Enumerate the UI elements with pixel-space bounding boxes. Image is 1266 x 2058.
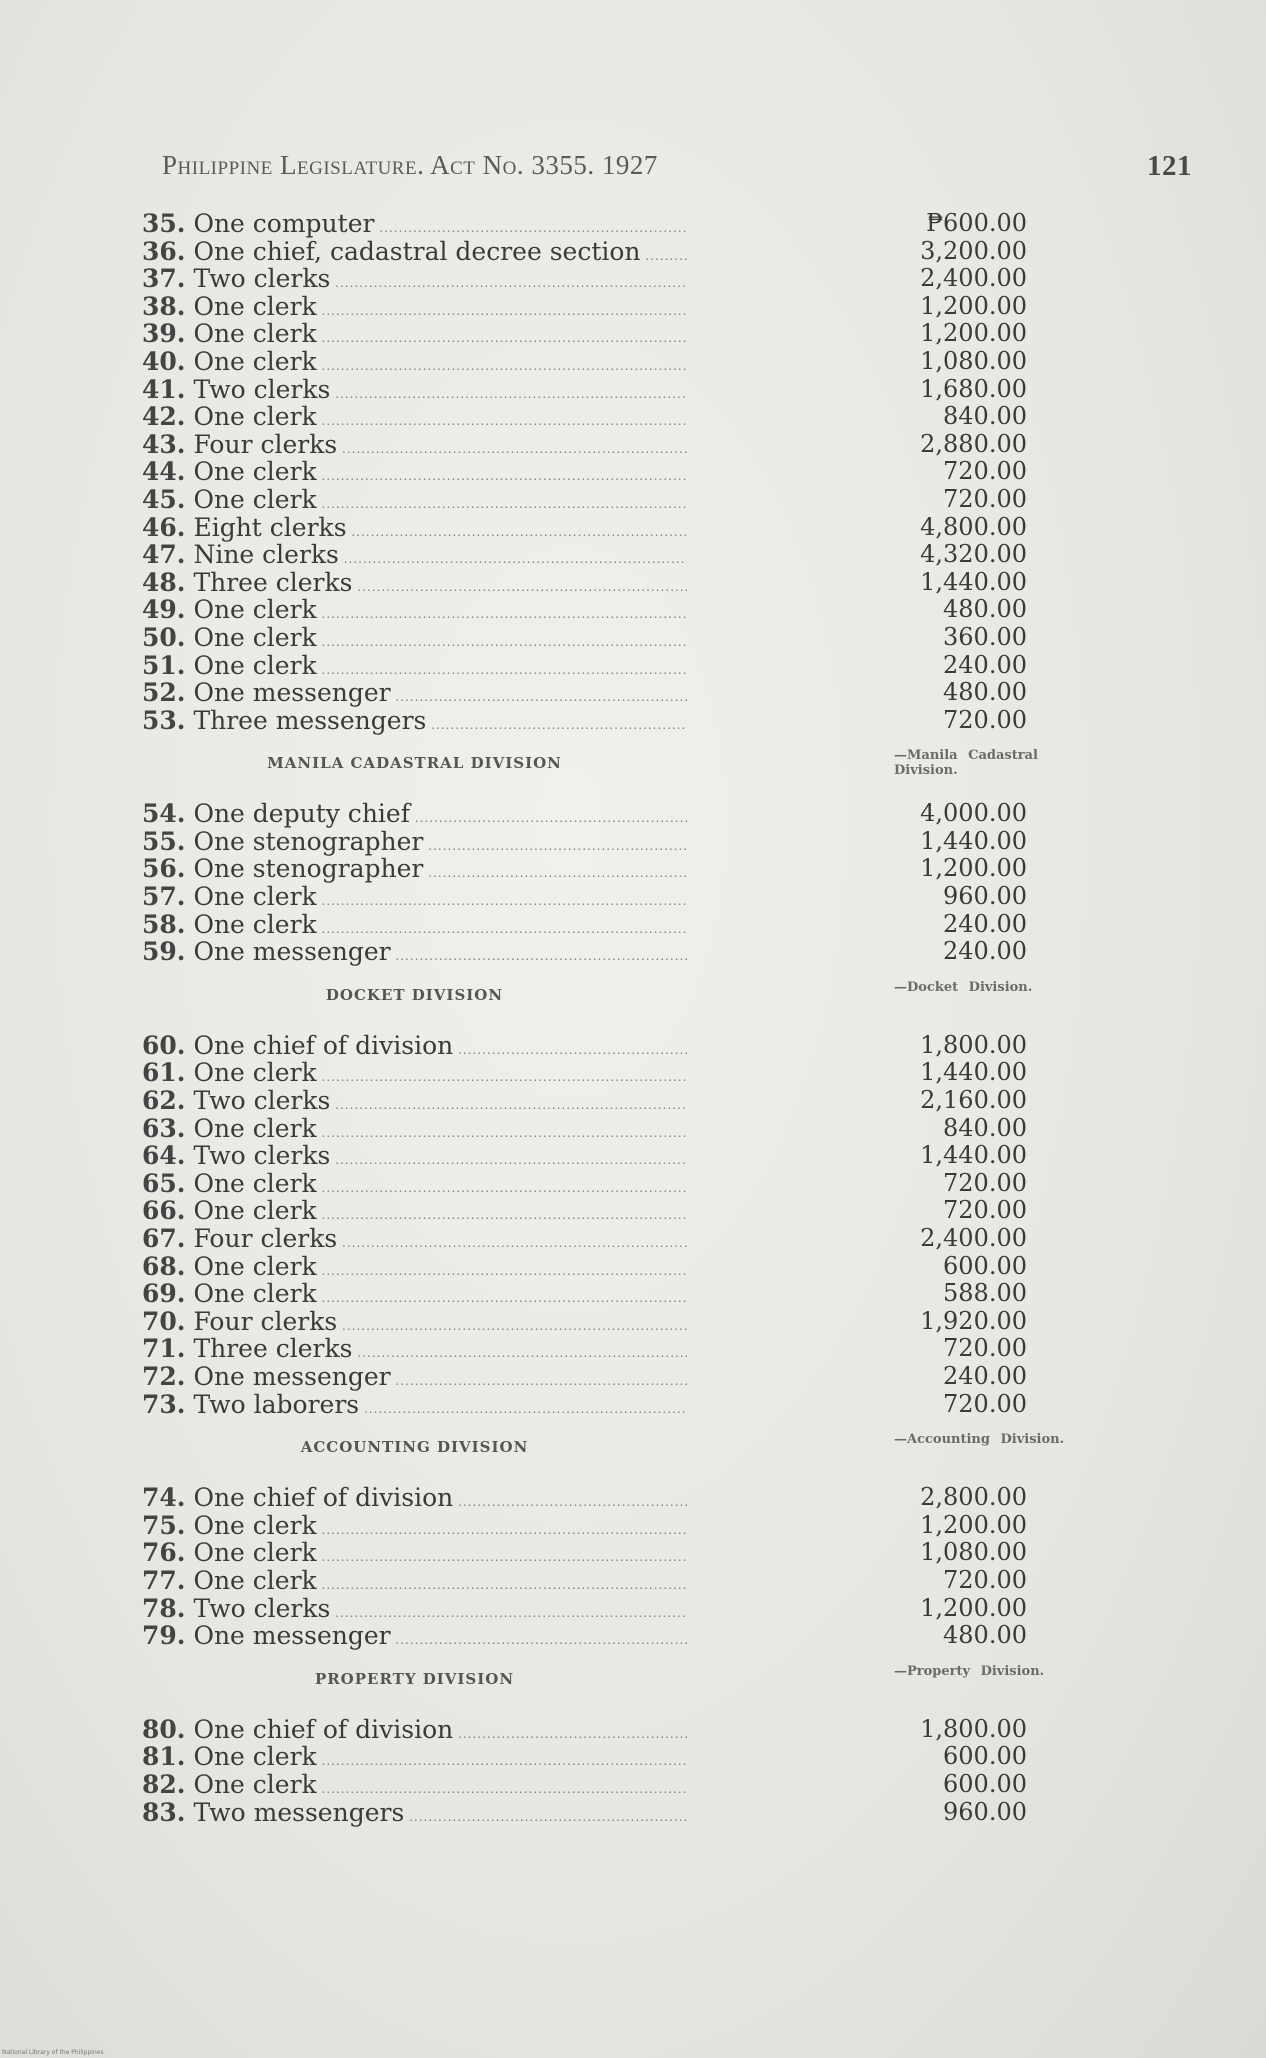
- line-item: [142, 938, 1142, 966]
- line-item-amount: 2,400.00: [920, 1224, 1027, 1252]
- line-item-number: 60.: [142, 1031, 186, 1060]
- line-item-number: 64.: [142, 1142, 186, 1171]
- division-title: DOCKET DIVISION: [325, 985, 504, 1004]
- line-item-number: 73.: [142, 1390, 186, 1419]
- margin-note: —Docket Division.: [894, 979, 1033, 995]
- line-item-description: Two messengers: [193, 1798, 405, 1827]
- line-item-number: 48.: [142, 568, 186, 597]
- line-item-amount: 960.00: [943, 1797, 1027, 1826]
- line-item: [142, 1539, 1142, 1567]
- line-item-number: 62.: [142, 1087, 186, 1116]
- line-item-amount: 1,200.00: [920, 291, 1027, 320]
- line-item-description: One clerk: [193, 1511, 317, 1540]
- line-item-description: One chief of division: [193, 1031, 454, 1060]
- line-item: [142, 1335, 1142, 1363]
- line-item: [142, 1197, 1142, 1225]
- line-item-amount: 2,160.00: [920, 1086, 1027, 1115]
- line-item-description: One chief of division: [193, 1715, 454, 1744]
- line-item-description-wrap: [142, 1799, 687, 1832]
- margin-note: —Accounting Division.: [894, 1432, 1065, 1448]
- line-item-amount: 1,200.00: [920, 1593, 1027, 1622]
- line-item-amount: 720.00: [943, 457, 1027, 486]
- line-item-amount: 4,000.00: [920, 799, 1027, 828]
- line-item-number: 71.: [142, 1335, 186, 1364]
- line-item-description: One clerk: [193, 458, 317, 487]
- line-item: [142, 569, 1142, 597]
- line-item-description: One clerk: [193, 1280, 317, 1309]
- margin-note: —Manila Cadastral Division.: [894, 748, 1038, 779]
- line-item: [142, 376, 1142, 404]
- line-item-number: 42.: [142, 403, 186, 432]
- division-heading: [142, 966, 1142, 1032]
- line-item-number: 38.: [142, 292, 186, 321]
- line-item-amount: 1,080.00: [920, 346, 1027, 375]
- line-item-amount: 1,080.00: [920, 1538, 1027, 1567]
- line-item-description: One clerk: [193, 1539, 317, 1568]
- line-item-amount: 360.00: [943, 622, 1027, 651]
- line-item-number: 63.: [142, 1114, 186, 1143]
- line-item-description: Three clerks: [193, 568, 353, 597]
- line-item: [142, 1716, 1142, 1744]
- line-item: [142, 1595, 1142, 1623]
- line-item-description: One chief, cadastral decree section: [193, 237, 641, 266]
- line-item-description: One clerk: [193, 651, 317, 680]
- line-item-number: 50.: [142, 623, 186, 652]
- line-item-description: One clerk: [193, 910, 317, 939]
- line-item: [142, 458, 1142, 486]
- line-item-amount: 1,440.00: [920, 1141, 1027, 1170]
- line-item: [142, 1567, 1142, 1595]
- line-item: [142, 541, 1142, 569]
- line-item-amount: 240.00: [943, 1361, 1027, 1390]
- line-item-description: One clerk: [193, 596, 317, 625]
- line-item-number: 67.: [142, 1225, 186, 1253]
- line-item-amount: 720.00: [943, 1334, 1027, 1363]
- line-item-amount: 840.00: [943, 402, 1027, 431]
- line-item-amount: 1,800.00: [920, 1030, 1027, 1059]
- line-item-description: Three clerks: [193, 1335, 353, 1364]
- margin-note: —Property Division.: [894, 1663, 1045, 1679]
- line-item-amount: 1,440.00: [920, 1058, 1027, 1087]
- line-item-amount: 1,440.00: [920, 567, 1027, 596]
- line-item-description: One messenger: [193, 679, 391, 708]
- line-item-description: Two clerks: [193, 1087, 331, 1116]
- line-item: [142, 911, 1142, 939]
- line-item-description: One messenger: [193, 1362, 391, 1391]
- line-item-amount: 588.00: [943, 1279, 1027, 1308]
- line-item-number: 75.: [142, 1511, 186, 1540]
- line-item-amount: 960.00: [943, 882, 1027, 911]
- line-item-number: 69.: [142, 1280, 186, 1309]
- line-item-description: One computer: [193, 210, 375, 238]
- page-header: [162, 150, 1192, 190]
- line-item-description: Four clerks: [193, 1225, 338, 1253]
- line-item-amount: 600.00: [943, 1742, 1027, 1771]
- line-item-description: One clerk: [193, 1197, 317, 1226]
- line-item-description: One clerk: [193, 623, 317, 652]
- line-item-amount: 1,920.00: [920, 1306, 1027, 1335]
- line-item: [142, 1771, 1142, 1799]
- line-item-amount: 720.00: [943, 705, 1027, 734]
- line-item-number: 70.: [142, 1307, 186, 1336]
- line-item: [142, 1308, 1142, 1336]
- line-item-number: 53.: [142, 706, 186, 735]
- line-item-amount: 1,200.00: [920, 319, 1027, 348]
- line-item-amount: 240.00: [943, 937, 1027, 966]
- division-heading: [142, 1650, 1142, 1716]
- line-item-description: One clerk: [193, 1059, 317, 1088]
- line-item-number: 56.: [142, 855, 186, 884]
- line-item: [142, 238, 1142, 266]
- line-item-amount: 600.00: [943, 1251, 1027, 1280]
- line-item-amount: 1,680.00: [920, 374, 1027, 403]
- line-item-number: 49.: [142, 596, 186, 625]
- line-item-amount: ₱600.00: [926, 209, 1027, 237]
- line-item-amount: 2,880.00: [920, 429, 1027, 458]
- line-item: [142, 210, 1142, 238]
- running-title: Philippine Legislature. Act No. 3355. 1927: [162, 150, 658, 180]
- line-item: [142, 679, 1142, 707]
- division-heading: [142, 1418, 1142, 1484]
- line-item-number: 52.: [142, 679, 186, 708]
- line-item: [142, 883, 1142, 911]
- line-item: [142, 828, 1142, 856]
- line-item-number: 35.: [142, 210, 186, 238]
- line-item-description: Nine clerks: [193, 541, 339, 570]
- line-item: [142, 1253, 1142, 1281]
- line-item: [142, 293, 1142, 321]
- line-item-amount: 1,440.00: [920, 826, 1027, 855]
- line-item-description: One deputy chief: [193, 800, 410, 829]
- line-item-number: 59.: [142, 938, 186, 967]
- division-title: PROPERTY DIVISION: [314, 1669, 515, 1688]
- division-title: MANILA CADASTRAL DIVISION: [267, 754, 562, 773]
- line-item-amount: 3,200.00: [920, 236, 1027, 265]
- line-item-amount: 840.00: [943, 1113, 1027, 1142]
- line-item: [142, 652, 1142, 680]
- line-item-number: 39.: [142, 320, 186, 349]
- line-item: [142, 1059, 1142, 1087]
- line-item-number: 80.: [142, 1715, 186, 1744]
- line-item: [142, 1799, 1142, 1827]
- line-item-number: 79.: [142, 1622, 186, 1651]
- line-item-description: One clerk: [193, 883, 317, 912]
- line-item-amount: 720.00: [943, 1196, 1027, 1225]
- line-item-number: 44.: [142, 458, 186, 487]
- line-item-amount: 2,400.00: [920, 264, 1027, 293]
- line-item-description: One messenger: [193, 938, 391, 967]
- line-item-number: 51.: [142, 651, 186, 680]
- line-item-amount: 480.00: [943, 595, 1027, 624]
- line-item-amount: 240.00: [943, 650, 1027, 679]
- line-item-amount: 1,800.00: [920, 1714, 1027, 1743]
- line-item-amount: 4,800.00: [920, 512, 1027, 541]
- line-item-number: 82.: [142, 1770, 186, 1799]
- line-item-description: One clerk: [193, 1114, 317, 1143]
- line-item: [142, 1170, 1142, 1198]
- line-item-amount: 720.00: [943, 1565, 1027, 1594]
- line-item-description: One clerk: [193, 292, 317, 321]
- line-item-number: 83.: [142, 1798, 186, 1827]
- line-item-description: Two clerks: [193, 265, 331, 294]
- line-item-number: 72.: [142, 1362, 186, 1391]
- line-item-amount: 720.00: [943, 484, 1027, 513]
- line-item: [142, 265, 1142, 293]
- line-item-number: 74.: [142, 1484, 186, 1513]
- line-item-amount: 1,200.00: [920, 854, 1027, 883]
- line-item-description: One clerk: [193, 403, 317, 432]
- line-item: [142, 1032, 1142, 1060]
- line-item-number: 47.: [142, 541, 186, 570]
- line-item: [142, 403, 1142, 431]
- line-item-number: 37.: [142, 265, 186, 294]
- line-item-amount: 720.00: [943, 1389, 1027, 1418]
- line-item-description: One clerk: [193, 1566, 317, 1595]
- line-item-description: Two clerks: [193, 1594, 331, 1623]
- appropriation-list: [142, 210, 1142, 1826]
- division-heading: [142, 734, 1142, 800]
- line-item: [142, 1225, 1142, 1253]
- page-number: 121: [1147, 150, 1192, 182]
- line-item-description: Three messengers: [193, 706, 427, 735]
- line-item-description: One clerk: [193, 320, 317, 349]
- line-item-description: Two clerks: [193, 1142, 331, 1171]
- line-item-number: 66.: [142, 1197, 186, 1226]
- line-item-amount: 240.00: [943, 909, 1027, 938]
- line-item: [142, 1622, 1142, 1650]
- line-item-number: 45.: [142, 485, 186, 514]
- line-item-number: 77.: [142, 1566, 186, 1595]
- line-item: [142, 1512, 1142, 1540]
- line-item-number: 57.: [142, 883, 186, 912]
- line-item-number: 46.: [142, 513, 186, 542]
- line-item-description: Four clerks: [193, 430, 338, 459]
- line-item: [142, 1363, 1142, 1391]
- line-item-description: One clerk: [193, 1743, 317, 1772]
- line-item-description: One clerk: [193, 1770, 317, 1799]
- line-item-amount: 720.00: [943, 1168, 1027, 1197]
- line-item-number: 40.: [142, 347, 186, 376]
- line-item: [142, 1142, 1142, 1170]
- line-item-number: 61.: [142, 1059, 186, 1088]
- line-item-amount: 4,320.00: [920, 540, 1027, 569]
- line-item: [142, 1743, 1142, 1771]
- line-item: [142, 800, 1142, 828]
- line-item: [142, 1484, 1142, 1512]
- line-item: [142, 348, 1142, 376]
- line-item: [142, 596, 1142, 624]
- line-item-number: 36.: [142, 237, 186, 266]
- line-item: [142, 320, 1142, 348]
- line-item: [142, 431, 1142, 459]
- line-item-number: 43.: [142, 430, 186, 459]
- line-item-number: 65.: [142, 1169, 186, 1198]
- line-item-amount: 480.00: [943, 1621, 1027, 1650]
- line-item: [142, 1115, 1142, 1143]
- line-item: [142, 486, 1142, 514]
- line-item-description: One messenger: [193, 1622, 391, 1651]
- scan-credit: National Library of the Philippines: [2, 2049, 104, 2056]
- line-item-description: One clerk: [193, 485, 317, 514]
- line-item: [142, 707, 1142, 735]
- line-item-number: 76.: [142, 1539, 186, 1568]
- line-item-number: 41.: [142, 375, 186, 404]
- line-item-amount: 2,800.00: [920, 1483, 1027, 1512]
- line-item: [142, 1087, 1142, 1115]
- line-item-description: Two clerks: [193, 375, 331, 404]
- line-item-number: 78.: [142, 1594, 186, 1623]
- line-item-amount: 1,200.00: [920, 1510, 1027, 1539]
- line-item-description: One clerk: [193, 347, 317, 376]
- line-item-description: One clerk: [193, 1169, 317, 1198]
- line-item: [142, 855, 1142, 883]
- line-item-amount: 600.00: [943, 1769, 1027, 1798]
- line-item-description: One clerk: [193, 1252, 317, 1281]
- line-item-description: One stenographer: [193, 855, 424, 884]
- line-item-description: One stenographer: [193, 827, 424, 856]
- line-item-number: 58.: [142, 910, 186, 939]
- line-item: [142, 1391, 1142, 1419]
- line-item-number: 55.: [142, 827, 186, 856]
- line-item-description: One chief of division: [193, 1484, 454, 1513]
- line-item-description: Two laborers: [193, 1390, 360, 1419]
- line-item-description: Eight clerks: [193, 513, 347, 542]
- line-item-number: 54.: [142, 800, 186, 829]
- division-title: ACCOUNTING DIVISION: [300, 1438, 529, 1457]
- line-item: [142, 1280, 1142, 1308]
- line-item-description: Four clerks: [193, 1307, 338, 1336]
- line-item: [142, 624, 1142, 652]
- line-item-amount: 480.00: [943, 678, 1027, 707]
- line-item-number: 68.: [142, 1252, 186, 1281]
- line-item: [142, 514, 1142, 542]
- line-item-number: 81.: [142, 1743, 186, 1772]
